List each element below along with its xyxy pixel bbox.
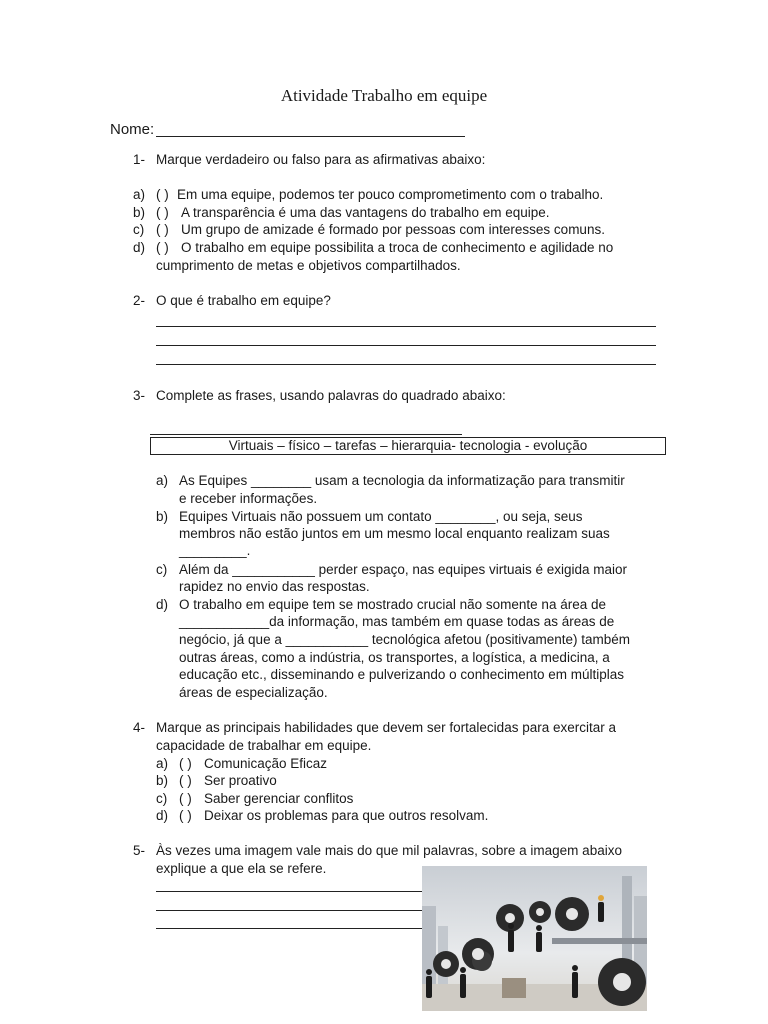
q4-prompt-line2: capacidade de trabalhar em equipe. <box>156 738 372 753</box>
teamwork-gears-illustration <box>422 866 647 1011</box>
page-title: Atividade Trabalho em equipe <box>280 86 488 105</box>
q3-item-d-line6: áreas de especialização. <box>179 685 328 700</box>
name-answer-line[interactable] <box>156 136 465 137</box>
q1-item-a-letter: a) <box>133 187 146 202</box>
q1-item-c-letter: c) <box>133 222 145 237</box>
q5-answer-line[interactable] <box>156 928 422 929</box>
q3-item-c-line2: rapidez no envio das respostas. <box>179 579 370 594</box>
q2-answer-line[interactable] <box>156 326 656 327</box>
q1-item-a-text: Em uma equipe, podemos ter pouco comprometimento com o trabalho. <box>177 187 604 202</box>
q1-item-c-checkbox[interactable]: ( ) <box>156 222 169 237</box>
q4-prompt-line1: Marque as principais habilidades que devem ser fortalecidas para exercitar a <box>156 720 616 735</box>
q1-item-a-checkbox[interactable]: ( ) <box>156 187 169 202</box>
q4-item-a-text: Comunicação Eficaz <box>204 756 328 771</box>
q5-prompt-line2: explique a que ela se refere. <box>156 861 327 876</box>
q4-item-d-letter: d) <box>156 808 169 823</box>
q1-number: 1- <box>133 152 146 167</box>
q1-item-b-text: A transparência é uma das vantagens do trabalho em equipe. <box>181 205 550 220</box>
q3-item-d-line2: ____________da informação, mas também em quase todas as áreas de <box>179 614 615 629</box>
q1-prompt: Marque verdadeiro ou falso para as afirmativas abaixo: <box>156 152 486 167</box>
q4-item-c-letter: c) <box>156 791 168 806</box>
q1-item-d-checkbox[interactable]: ( ) <box>156 240 169 255</box>
q3-item-a-letter: a) <box>156 473 169 488</box>
word-bank-box <box>150 437 666 455</box>
gears-scene-icon <box>422 866 647 1011</box>
q4-item-b-text: Ser proativo <box>204 773 277 788</box>
q3-item-c-letter: c) <box>156 562 168 577</box>
q4-item-b-letter: b) <box>156 773 169 788</box>
q5-number: 5- <box>133 843 146 858</box>
q2-prompt: O que é trabalho em equipe? <box>156 293 331 308</box>
name-label: Nome: <box>110 121 155 138</box>
q1-item-b-checkbox[interactable]: ( ) <box>156 205 169 220</box>
q2-answer-line[interactable] <box>156 345 656 346</box>
word-bank-text: Virtuais – físico – tarefas – hierarquia- tecnologia - evolução <box>228 438 588 453</box>
q3-prompt: Complete as frases, usando palavras do quadrado abaixo: <box>156 388 506 403</box>
q4-item-d-text: Deixar os problemas para que outros resolvam. <box>204 808 489 823</box>
q4-item-a-checkbox[interactable]: ( ) <box>179 756 192 771</box>
q3-item-d-line1: O trabalho em equipe tem se mostrado crucial não somente na área de <box>179 597 606 612</box>
q3-item-a-line1: As Equipes ________ usam a tecnologia da informatização para transmitir <box>179 473 625 488</box>
q1-item-b-letter: b) <box>133 205 146 220</box>
q5-prompt-line1: Às vezes uma imagem vale mais do que mil palavras, sobre a imagem abaixo <box>156 843 622 858</box>
q1-item-d-letter: d) <box>133 240 146 255</box>
q3-item-b-line1: Equipes Virtuais não possuem um contato ________, ou seja, seus <box>179 509 583 524</box>
q4-item-c-text: Saber gerenciar conflitos <box>204 791 354 806</box>
q3-item-b-line2: membros não estão juntos em um mesmo local enquanto realizam suas <box>179 526 610 541</box>
q4-item-d-checkbox[interactable]: ( ) <box>179 808 192 823</box>
q4-item-c-checkbox[interactable]: ( ) <box>179 791 192 806</box>
q3-number: 3- <box>133 388 146 403</box>
q3-item-c-line1: Além da ___________ perder espaço, nas equipes virtuais é exigida maior <box>179 562 628 577</box>
q3-item-a-line2: e receber informações. <box>179 491 318 506</box>
q5-answer-line[interactable] <box>156 910 422 911</box>
q5-answer-line[interactable] <box>156 891 422 892</box>
q1-item-d-text-continued: cumprimento de metas e objetivos compartilhados. <box>156 258 461 273</box>
q3-item-b-line3: _________. <box>179 543 251 558</box>
q3-item-b-letter: b) <box>156 509 169 524</box>
q1-item-c-text: Um grupo de amizade é formado por pessoas com interesses comuns. <box>181 222 605 237</box>
q3-item-d-line4: outras áreas, como a indústria, os transportes, a logística, a medicina, a <box>179 650 610 665</box>
q2-answer-line[interactable] <box>156 364 656 365</box>
q4-item-a-letter: a) <box>156 756 169 771</box>
q1-item-d-text: O trabalho em equipe possibilita a troca de conhecimento e agilidade no <box>181 240 614 255</box>
q3-item-d-line3: negócio, já que a ___________ tecnológica afetou (positivamente) também <box>179 632 631 647</box>
q3-item-d-letter: d) <box>156 597 169 612</box>
q2-number: 2- <box>133 293 146 308</box>
q4-item-b-checkbox[interactable]: ( ) <box>179 773 192 788</box>
q4-number: 4- <box>133 720 146 735</box>
q3-item-d-line5: educação etc., disseminando e pulverizando o conhecimento em múltiplas <box>179 667 625 682</box>
word-box-top-line <box>150 434 462 435</box>
